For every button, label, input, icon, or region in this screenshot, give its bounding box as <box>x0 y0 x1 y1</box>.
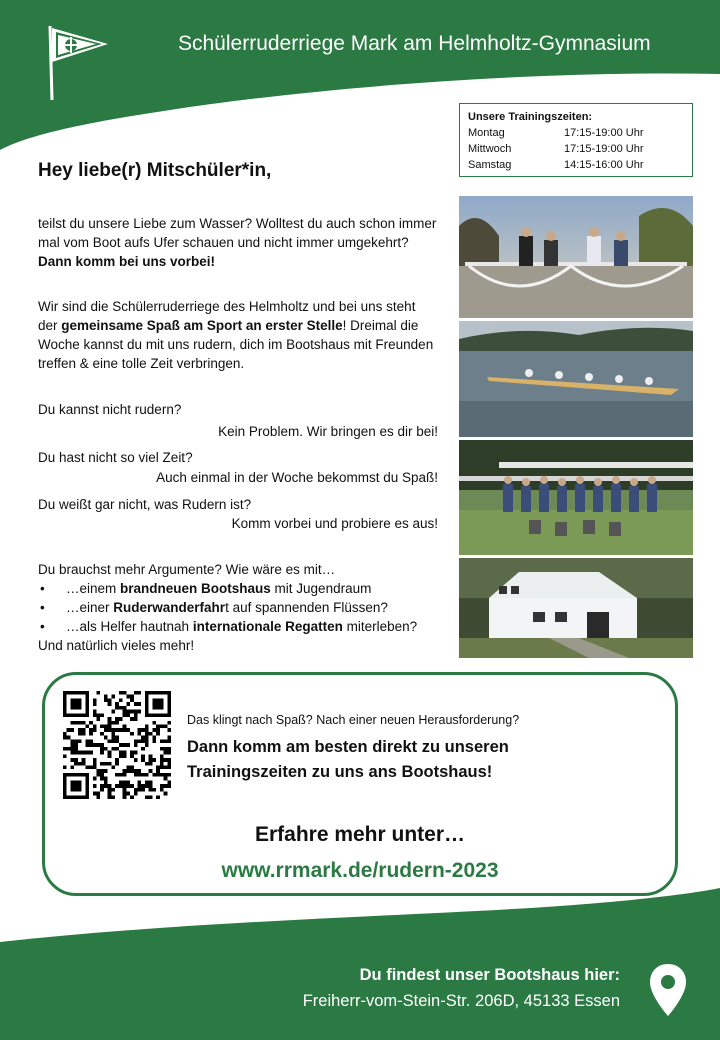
argument-item <box>66 579 448 598</box>
training-time: 17:15-19:00 Uhr <box>564 143 644 155</box>
training-day: Montag <box>468 127 505 139</box>
about-highlight: gemeinsame Spaß am Sport an erster Stelle <box>61 318 343 333</box>
training-time: 17:15-19:00 Uhr <box>564 127 644 139</box>
argument-text: mit Jugendraum <box>270 581 372 596</box>
faq-answer: Komm vorbei und probiere es aus! <box>231 516 438 531</box>
about-paragraph <box>38 297 438 373</box>
training-row <box>468 157 684 173</box>
intro-paragraph <box>38 214 438 271</box>
qr-code[interactable] <box>63 691 171 799</box>
cta-learn-more: Erfahre mehr unter… <box>254 823 466 846</box>
faq-answer: Auch einmal in der Woche bekommst du Spaß! <box>156 470 438 485</box>
argument-text: …einer <box>66 600 114 615</box>
group-photo <box>459 440 693 555</box>
argument-text: t auf spannenden Flüssen? <box>225 600 388 615</box>
team-on-bridge-photo <box>459 196 693 318</box>
cta-question: Das klingt nach Spaß? Nach einer neuen Herausforderung? <box>187 713 520 727</box>
argument-highlight: Ruderwanderfahr <box>113 600 226 615</box>
footer-address: Freiherr-vom-Stein-Str. 206D, 45133 Essen <box>302 992 620 1010</box>
training-times-box <box>459 103 693 177</box>
argument-item <box>66 617 448 636</box>
faq-answer: Kein Problem. Wir bringen es dir bei! <box>218 424 438 439</box>
arguments-list <box>38 579 448 636</box>
argument-text: miterleben? <box>342 619 418 634</box>
argument-item <box>66 598 448 617</box>
faq-question: Du weißt gar nicht, was Rudern ist? <box>38 497 252 512</box>
argument-text: …einem <box>66 581 121 596</box>
arguments-section <box>38 560 448 655</box>
location-pin-icon <box>648 962 688 1018</box>
arguments-intro: Du brauchst mehr Argumente? Wie wäre es mit… <box>38 562 336 577</box>
training-row <box>468 141 684 157</box>
cta-website-link[interactable]: www.rrmark.de/rudern-2023 <box>221 859 499 882</box>
training-time: 14:15-16:00 Uhr <box>564 159 644 171</box>
argument-highlight: internationale Regatten <box>192 619 343 634</box>
footer-banner <box>0 880 720 1040</box>
faq-question: Du hast nicht so viel Zeit? <box>38 450 193 465</box>
arguments-outro: Und natürlich vieles mehr! <box>38 638 195 653</box>
training-day: Samstag <box>468 159 512 171</box>
rowing-boat-photo <box>459 321 693 437</box>
intro-text: teilst du unsere Liebe zum Wasser? Wolltest du auch schon immer mal vom Boot aufs Ufer schauen und nicht immer umgekehrt? <box>38 216 437 250</box>
footer-title: Du findest unser Bootshaus hier: <box>359 966 620 984</box>
training-day: Mittwoch <box>468 143 512 155</box>
greeting-heading: Hey liebe(r) Mitschüler*in, <box>38 160 272 181</box>
argument-text: …als Helfer hautnah <box>66 619 193 634</box>
cta-main-text: Dann komm am besten direkt zu unseren Trainingszeiten zu uns ans Bootshaus! <box>187 738 509 781</box>
faq-question: Du kannst nicht rudern? <box>38 402 182 417</box>
call-to-action-box <box>42 672 678 896</box>
rowing-club-pennant-icon <box>44 22 110 102</box>
argument-highlight: brandneuen Bootshaus <box>120 581 271 596</box>
training-row <box>468 125 684 141</box>
about-text-a: Wir sind die Schülerruderriege des Helmholtz und bei uns steht der <box>38 299 416 333</box>
about-text-b: ! Dreimal die Woche kannst du mit uns rudern, dich im Bootshaus mit Freunden treffen & eine tolle Zeit verbringen. <box>38 318 434 371</box>
training-times-title: Unsere Trainingszeiten: <box>468 111 593 123</box>
intro-callout: Dann komm bei uns vorbei! <box>38 254 216 269</box>
boathouse-photo <box>459 558 693 658</box>
header-title: Schülerruderriege Mark am Helmholtz-Gymnasium <box>178 32 651 55</box>
